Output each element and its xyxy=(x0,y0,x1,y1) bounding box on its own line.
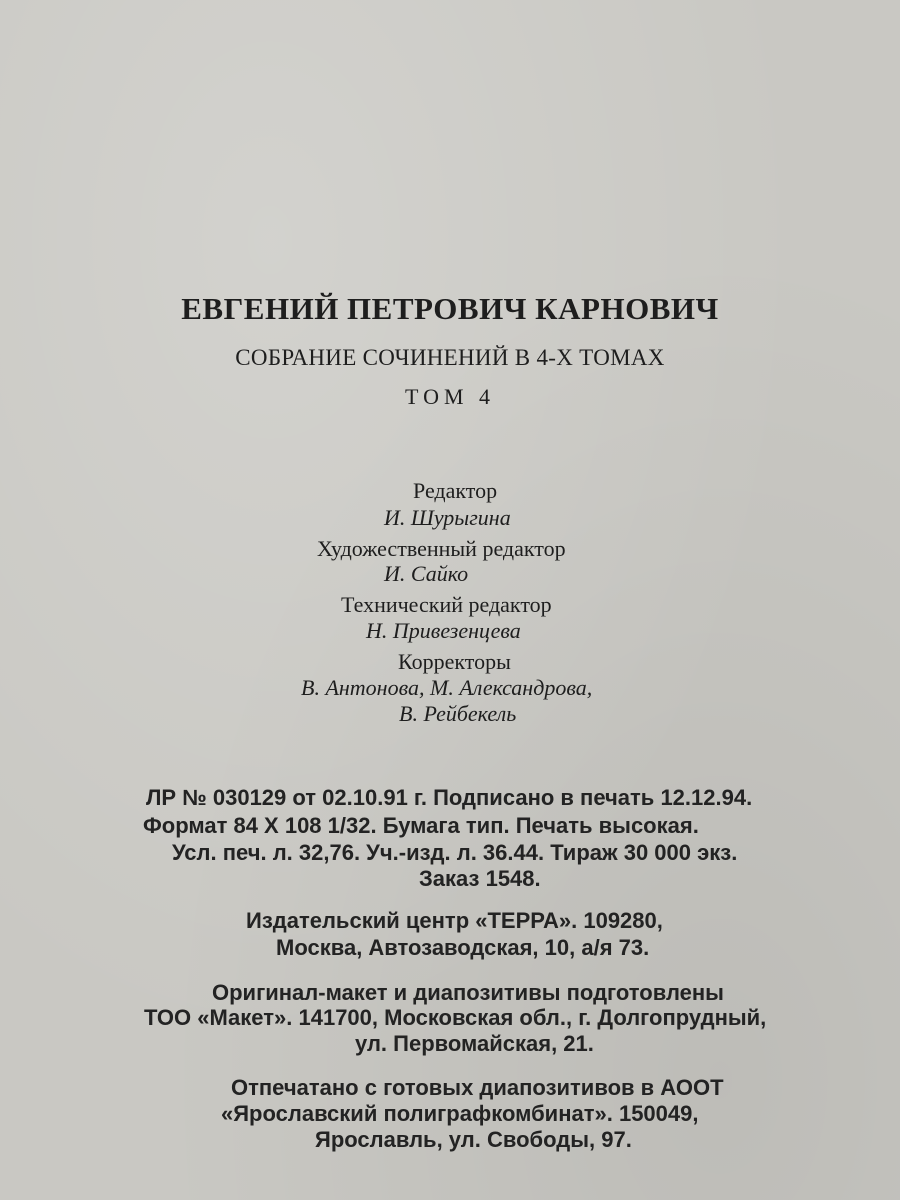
printer-line3: Ярославль, ул. Свободы, 97. xyxy=(315,1127,632,1152)
publisher-address-line: Москва, Автозаводская, 10, а/я 73. xyxy=(276,935,650,960)
license-line: ЛР № 030129 от 02.10.91 г. Подписано в печать 12.12.94. xyxy=(146,785,753,810)
format-line: Формат 84 X 108 1/32. Бумага тип. Печать высокая. xyxy=(143,813,699,838)
editor-name: И. Шурыгина xyxy=(384,505,511,530)
author-name: ЕВГЕНИЙ ПЕТРОВИЧ КАРНОВИЧ xyxy=(181,291,719,326)
proofreaders-names-line2: В. Рейбекель xyxy=(399,701,517,726)
tech-editor-role: Технический редактор xyxy=(341,592,552,617)
printer-line2: «Ярославский полиграфкомбинат». 150049, xyxy=(221,1101,699,1126)
art-editor-role: Художественный редактор xyxy=(317,536,566,561)
order-number-line: Заказ 1548. xyxy=(419,866,541,891)
collection-title: СОБРАНИЕ СОЧИНЕНИЙ В 4-Х ТОМАХ xyxy=(235,345,665,370)
proofreaders-role: Корректоры xyxy=(398,649,511,674)
proofreaders-names-line1: В. Антонова, М. Александрова, xyxy=(301,675,593,700)
layout-prep-line3: ул. Первомайская, 21. xyxy=(355,1031,594,1056)
print-sheets-line: Усл. печ. л. 32,76. Уч.-изд. л. 36.44. Тираж 30 000 экз. xyxy=(172,840,738,865)
volume-number: ТОМ 4 xyxy=(404,384,496,409)
layout-prep-line1: Оригинал-макет и диапозитивы подготовлены xyxy=(212,980,724,1005)
printer-line1: Отпечатано с готовых диапозитивов в АООТ xyxy=(231,1075,724,1100)
publisher-name-line: Издательский центр «ТЕРРА». 109280, xyxy=(246,908,663,933)
art-editor-name: И. Сайко xyxy=(384,561,469,586)
layout-prep-line2: ТОО «Макет». 141700, Московская обл., г. Долгопрудный, xyxy=(144,1005,767,1030)
tech-editor-name: Н. Привезенцева xyxy=(366,618,521,643)
editor-role: Редактор xyxy=(413,478,498,503)
